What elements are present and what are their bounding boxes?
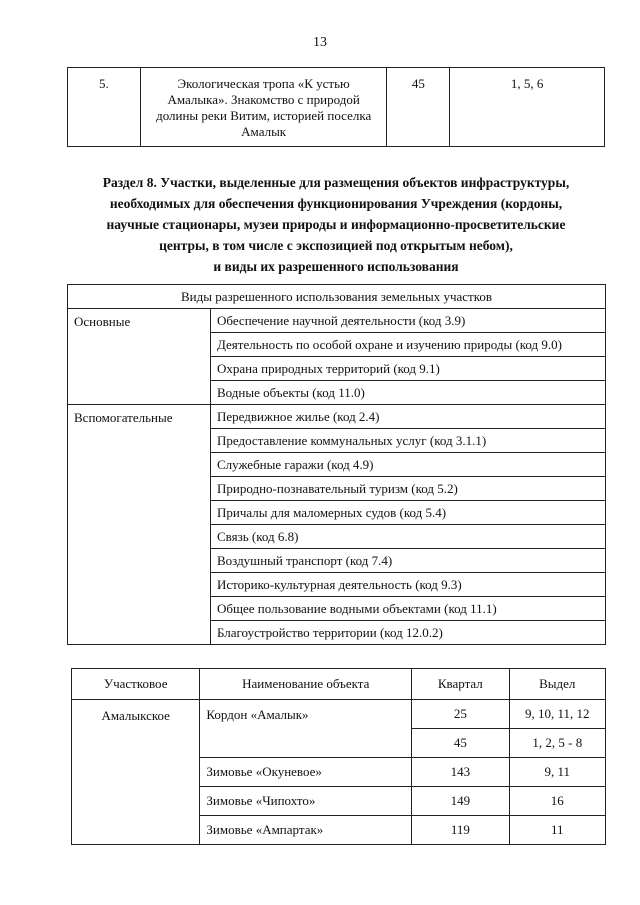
land-use-item: Природно-познавательный туризм (код 5.2) [211, 477, 606, 501]
land-use-item: Причалы для маломерных судов (код 5.4) [211, 501, 606, 525]
quarter-cell: 45 [412, 729, 509, 758]
main-category: Основные [68, 309, 211, 405]
quarter-cell: 143 [412, 758, 509, 787]
land-use-item: Благоустройство территории (код 12.0.2) [211, 621, 606, 645]
quarter-cell: 119 [412, 816, 509, 845]
land-use-table [67, 284, 606, 645]
excursion-table [67, 67, 605, 147]
land-use-item: Обеспечение научной деятельности (код 3.9) [211, 309, 606, 333]
plots-cell: 16 [509, 787, 605, 816]
land-use-item: Общее пользование водными объектами (код 11.1) [211, 597, 606, 621]
table-row [72, 700, 606, 729]
object-name: Зимовье «Чипохто» [200, 787, 412, 816]
column-header-quarter: Квартал [412, 669, 509, 700]
land-use-item: Историко-культурная деятельность (код 9.3) [211, 573, 606, 597]
land-use-item: Воздушный транспорт (код 7.4) [211, 549, 606, 573]
column-header-plots: Выдел [509, 669, 605, 700]
quarter-cell: 25 [412, 700, 509, 729]
section-title-line: Раздел 8. Участки, выделенные для размещения объектов инфраструктуры, [102, 175, 570, 190]
land-use-item: Передвижное жилье (код 2.4) [211, 405, 606, 429]
object-name: Зимовье «Окуневое» [200, 758, 412, 787]
plots-cell: 9, 10, 11, 12 [509, 700, 605, 729]
site-cell: Амалыкское [72, 700, 200, 845]
section-title [67, 172, 605, 277]
aux-category: Вспомогательные [68, 405, 211, 645]
section-title-line: научные стационары, музеи природы и информационно-просветительские [106, 217, 566, 232]
land-use-item: Водные объекты (код 11.0) [211, 381, 606, 405]
plots-cell: 1, 2, 5 - 8 [509, 729, 605, 758]
quarter-cell: 45 [387, 68, 450, 147]
land-use-item: Служебные гаражи (код 4.9) [211, 453, 606, 477]
section-title-line: и виды их разрешенного использования [213, 259, 459, 274]
plots-cell: 11 [509, 816, 605, 845]
column-header-object: Наименование объекта [200, 669, 412, 700]
table-row [68, 309, 606, 333]
plots-cell: 1, 5, 6 [450, 68, 605, 147]
table-row [68, 68, 605, 147]
land-use-item: Связь (код 6.8) [211, 525, 606, 549]
section-title-line: центры, в том числе с экспозицией под открытым небом), [159, 238, 513, 253]
object-name: Зимовье «Ампартак» [200, 816, 412, 845]
land-use-item: Охрана природных территорий (код 9.1) [211, 357, 606, 381]
column-header-site: Участковое [72, 669, 200, 700]
section-title-line: необходимых для обеспечения функционирования Учреждения (кордоны, [109, 196, 563, 211]
table-header-row [68, 285, 606, 309]
quarter-cell: 149 [412, 787, 509, 816]
land-use-header: Виды разрешенного использования земельных участков [68, 285, 606, 309]
plots-cell: 9, 11 [509, 758, 605, 787]
route-name: Экологическая тропа «К устью Амалыка». Знакомство с природой долины реки Витим, историей поселка Амалык [140, 68, 387, 147]
table-header-row [72, 669, 606, 700]
objects-table [71, 668, 606, 845]
table-row [68, 405, 606, 429]
page-number: 13 [313, 35, 327, 50]
object-name: Кордон «Амалык» [200, 700, 412, 758]
land-use-item: Предоставление коммунальных услуг (код 3.1.1) [211, 429, 606, 453]
row-number: 5. [68, 68, 141, 147]
land-use-item: Деятельность по особой охране и изучению природы (код 9.0) [211, 333, 606, 357]
